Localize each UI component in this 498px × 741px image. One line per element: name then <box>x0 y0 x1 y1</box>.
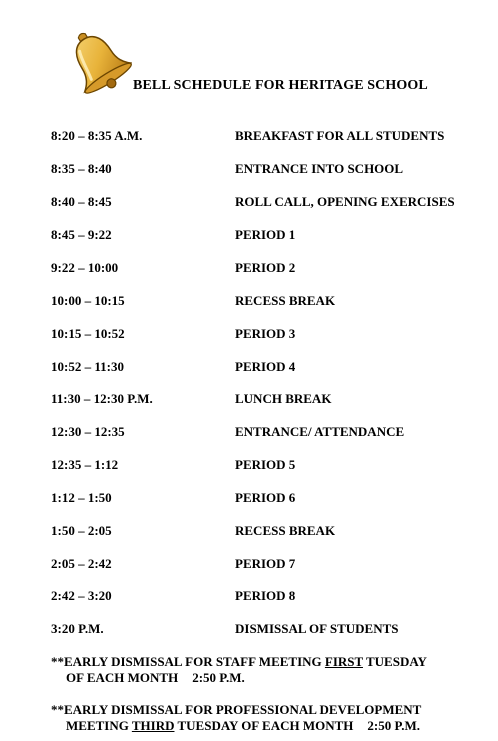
schedule-time: 2:05 – 2:42 <box>51 556 112 571</box>
table-row <box>0 391 498 409</box>
schedule-event: PERIOD 8 <box>235 588 296 603</box>
table-row <box>0 588 498 606</box>
table-row <box>0 457 498 475</box>
note-emphasis: THIRD <box>131 718 175 733</box>
schedule-time: 2:42 – 3:20 <box>51 588 112 603</box>
table-row <box>0 556 498 574</box>
note-time: 2:50 P.M. <box>367 718 420 733</box>
schedule-event: PERIOD 7 <box>235 556 296 571</box>
schedule-time: 8:40 – 8:45 <box>51 194 112 209</box>
note-text: TUESDAY <box>362 654 427 669</box>
schedule-time: 1:12 – 1:50 <box>51 490 112 505</box>
note-text: MEETING <box>66 718 132 733</box>
schedule-time: 8:35 – 8:40 <box>51 161 112 176</box>
schedule-event: DISMISSAL OF STUDENTS <box>235 621 399 636</box>
table-row <box>0 424 498 442</box>
schedule-time: 12:35 – 1:12 <box>51 457 119 472</box>
schedule-event: PERIOD 2 <box>235 260 296 275</box>
note-text: OF EACH MONTH <box>66 670 179 685</box>
schedule-event: ENTRANCE/ ATTENDANCE <box>235 424 405 439</box>
schedule-event: PERIOD 5 <box>235 457 296 472</box>
schedule-time: 8:20 – 8:35 A.M. <box>51 128 143 143</box>
schedule-event: RECESS BREAK <box>235 523 336 538</box>
staff-meeting-note <box>51 654 427 686</box>
schedule-time: 10:00 – 10:15 <box>51 293 125 308</box>
professional-development-note <box>51 702 421 734</box>
page-title: BELL SCHEDULE FOR HERITAGE SCHOOL <box>133 78 428 93</box>
schedule-time: 11:30 – 12:30 P.M. <box>51 391 153 406</box>
table-row <box>0 260 498 278</box>
bell-icon <box>62 26 132 96</box>
table-row <box>0 227 498 245</box>
schedule-event: PERIOD 3 <box>235 326 296 341</box>
schedule-time: 10:52 – 11:30 <box>51 359 124 374</box>
note-time: 2:50 P.M. <box>192 670 245 685</box>
table-row <box>0 359 498 377</box>
schedule-event: PERIOD 1 <box>235 227 296 242</box>
table-row <box>0 621 498 639</box>
note-text: **EARLY DISMISSAL FOR STAFF MEETING <box>51 654 325 669</box>
schedule-event: PERIOD 6 <box>235 490 296 505</box>
schedule-time: 3:20 P.M. <box>51 621 104 636</box>
schedule-time: 1:50 – 2:05 <box>51 523 112 538</box>
schedule-time: 8:45 – 9:22 <box>51 227 112 242</box>
schedule-event: ENTRANCE INTO SCHOOL <box>235 161 404 176</box>
table-row <box>0 194 498 212</box>
table-row <box>0 161 498 179</box>
schedule-event: BREAKFAST FOR ALL STUDENTS <box>235 128 445 143</box>
note-text: **EARLY DISMISSAL FOR PROFESSIONAL DEVELOPMENT <box>51 702 422 717</box>
table-row <box>0 523 498 541</box>
table-row <box>0 128 498 146</box>
table-row <box>0 326 498 344</box>
note-emphasis: FIRST <box>324 654 363 669</box>
schedule-time: 12:30 – 12:35 <box>51 424 125 439</box>
schedule-event: PERIOD 4 <box>235 359 296 374</box>
schedule-event: RECESS BREAK <box>235 293 336 308</box>
table-row <box>0 293 498 311</box>
schedule-time: 10:15 – 10:52 <box>51 326 125 341</box>
note-text: TUESDAY OF EACH MONTH <box>174 718 354 733</box>
table-row <box>0 490 498 508</box>
schedule-event: ROLL CALL, OPENING EXERCISES <box>235 194 455 209</box>
schedule-time: 9:22 – 10:00 <box>51 260 119 275</box>
schedule-event: LUNCH BREAK <box>235 391 332 406</box>
